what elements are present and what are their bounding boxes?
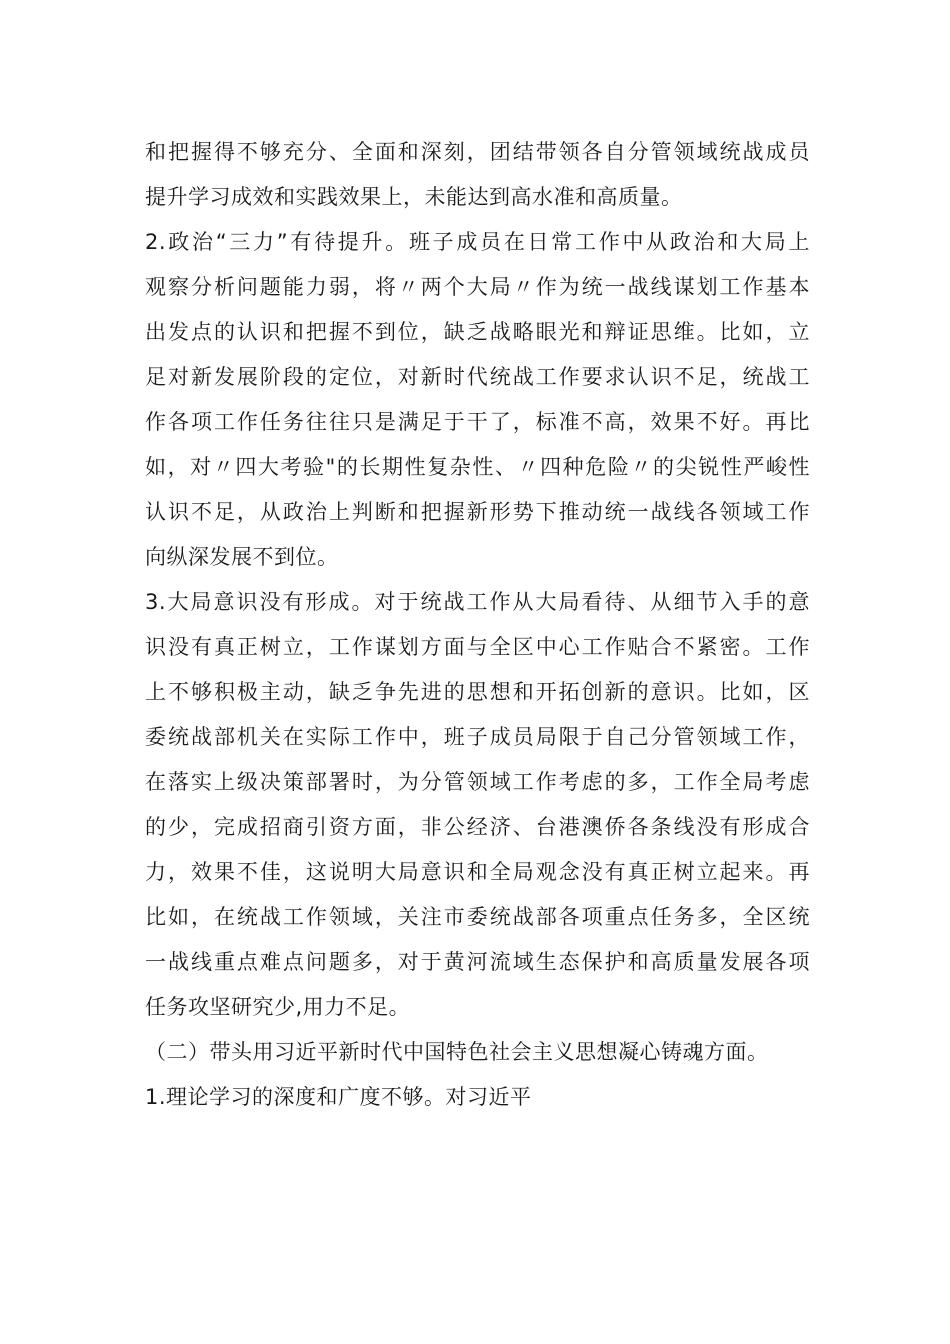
section-item-1-heading: 1.理论学习的深度和广度不够。对习近平	[145, 1085, 532, 1109]
text-line: 和把握得不够充分、全面和深刻，团结带领各自分管领域统战成员	[145, 140, 810, 164]
text-line: 作各项工作任务往往只是满足于干了，标准不高，效果不好。再比	[145, 410, 810, 434]
text-line: 任务攻坚研究少,用力不足。	[145, 995, 411, 1019]
text-line: 委统战部机关在实际工作中，班子成员局限于自己分管领域工作，	[145, 725, 810, 749]
text-line: 出发点的认识和把握不到位，缺乏战略眼光和辩证思维。比如，立	[145, 320, 810, 344]
text-line: 提升学习成效和实践效果上，未能达到高水准和高质量。	[145, 185, 683, 209]
text-line: 比如，在统战工作领域，关注市委统战部各项重点任务多，全区统	[145, 905, 810, 929]
section-heading-2: （二）带头用习近平新时代中国特色社会主义思想凝心铸魂方面。	[145, 1040, 769, 1064]
text-line: 观察分析问题能力弱，将〃两个大局〃作为统一战线谋划工作基本	[145, 275, 810, 299]
document-page	[145, 130, 810, 1120]
section-item-2-heading: 2.政治“三力”有待提升。班子成员在日常工作中从政治和大局上	[145, 230, 810, 254]
text-line: 如，对〃四大考验"的长期性复杂性、〃四种危险〃的尖锐性严峻性	[145, 455, 810, 479]
text-line: 识没有真正树立，工作谋划方面与全区中心工作贴合不紧密。工作	[145, 635, 810, 659]
section-item-3-heading: 3.大局意识没有形成。对于统战工作从大局看待、从细节入手的意	[145, 590, 810, 614]
text-line: 一战线重点难点问题多，对于黄河流域生态保护和高质量发展各项	[145, 950, 810, 974]
text-line: 认识不足，从政治上判断和把握新形势下推动统一战线各领域工作	[145, 500, 810, 524]
text-line: 向纵深发展不到位。	[145, 545, 339, 569]
text-line: 的少，完成招商引资方面，非公经济、台港澳侨各条线没有形成合	[145, 815, 810, 839]
text-line: 上不够积极主动，缺乏争先进的思想和开拓创新的意识。比如，区	[145, 680, 810, 704]
text-line: 力，效果不佳，这说明大局意识和全局观念没有真正树立起来。再	[145, 860, 810, 884]
text-line: 足对新发展阶段的定位，对新时代统战工作要求认识不足，统战工	[145, 365, 810, 389]
text-line: 在落实上级决策部署时，为分管领域工作考虑的多，工作全局考虑	[145, 770, 810, 794]
